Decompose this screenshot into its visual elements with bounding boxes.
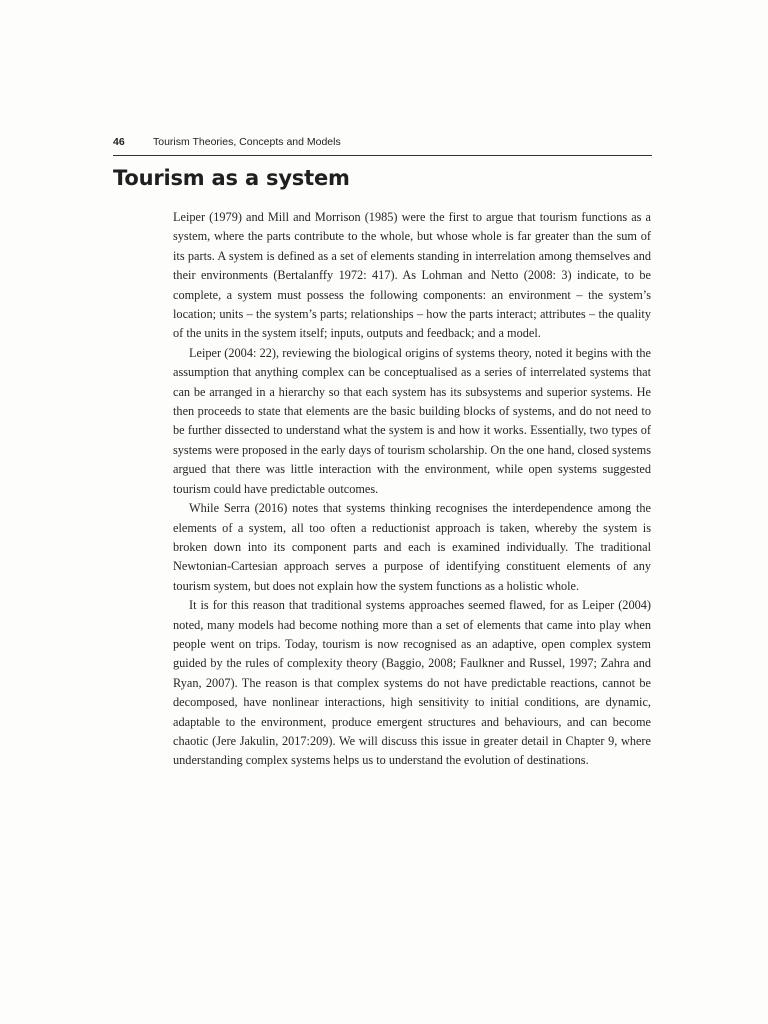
- running-title: Tourism Theories, Concepts and Models: [153, 136, 341, 148]
- paragraph-1: Leiper (1979) and Mill and Morrison (1985) were the first to argue that tourism functions as a system, where the parts contribute to the whole, but whose whole is far greater than the sum of its parts. A system is defined as a set of elements standing in interrelation among themselves and their environments (Bertalanffy 1972: 417). As Lohman and Netto (2008: 3) indicate, to be complete, a system must possess the following components: an environment – the system’s location; units – the system’s parts; relationships – how the parts interact; attributes – the quality of the units in the system itself; inputs, outputs and feedback; and a model.: [173, 210, 651, 341]
- paragraph-3: While Serra (2016) notes that systems thinking recognises the interdependence among the elements of a system, all too often a reductionist approach is taken, whereby the system is broken down into its component parts and each is examined individually. The traditional Newtonian-Cartesian approach serves a purpose of identifying constituent elements of any tourism system, but does not explain how the system functions as a holistic whole.: [173, 501, 651, 593]
- header-rule: [113, 155, 652, 156]
- section-title: Tourism as a system: [113, 166, 350, 190]
- page-number: 46: [113, 136, 125, 148]
- paragraph-4: It is for this reason that traditional systems approaches seemed flawed, for as Leiper (2004) noted, many models had become nothing more than a set of elements that came into play when people went on trips. Today, tourism is now recognised as an adaptive, open complex system guided by the rules of complexity theory (Baggio, 2008; Faulkner and Russel, 1997; Zahra and Ryan, 2007). The reason is that complex systems do not have predictable reactions, cannot be decomposed, have nonlinear interactions, high sensitivity to initial conditions, are dynamic, adaptable to the environment, produce emergent structures and behaviours, and can become chaotic (Jere Jakulin, 2017:209). We will discuss this issue in greater detail in Chapter 9, where understanding complex systems helps us to understand the evolution of destinations.: [173, 598, 651, 768]
- body-text: [173, 208, 651, 771]
- paragraph-2: Leiper (2004: 22), reviewing the biological origins of systems theory, noted it begins with the assumption that anything complex can be conceptualised as a series of interrelated systems that can be arranged in a hierarchy so that each system has its subsystems and superior systems. He then proceeds to state that elements are the basic building blocks of systems, and do not need to be further dissected to understand what the system is and how it works. Essentially, two types of systems were proposed in the early days of tourism scholarship. On the one hand, closed systems argued that there was little interaction with the environment, while open systems suggested tourism could have predictable outcomes.: [173, 345, 651, 496]
- running-head: [113, 134, 652, 154]
